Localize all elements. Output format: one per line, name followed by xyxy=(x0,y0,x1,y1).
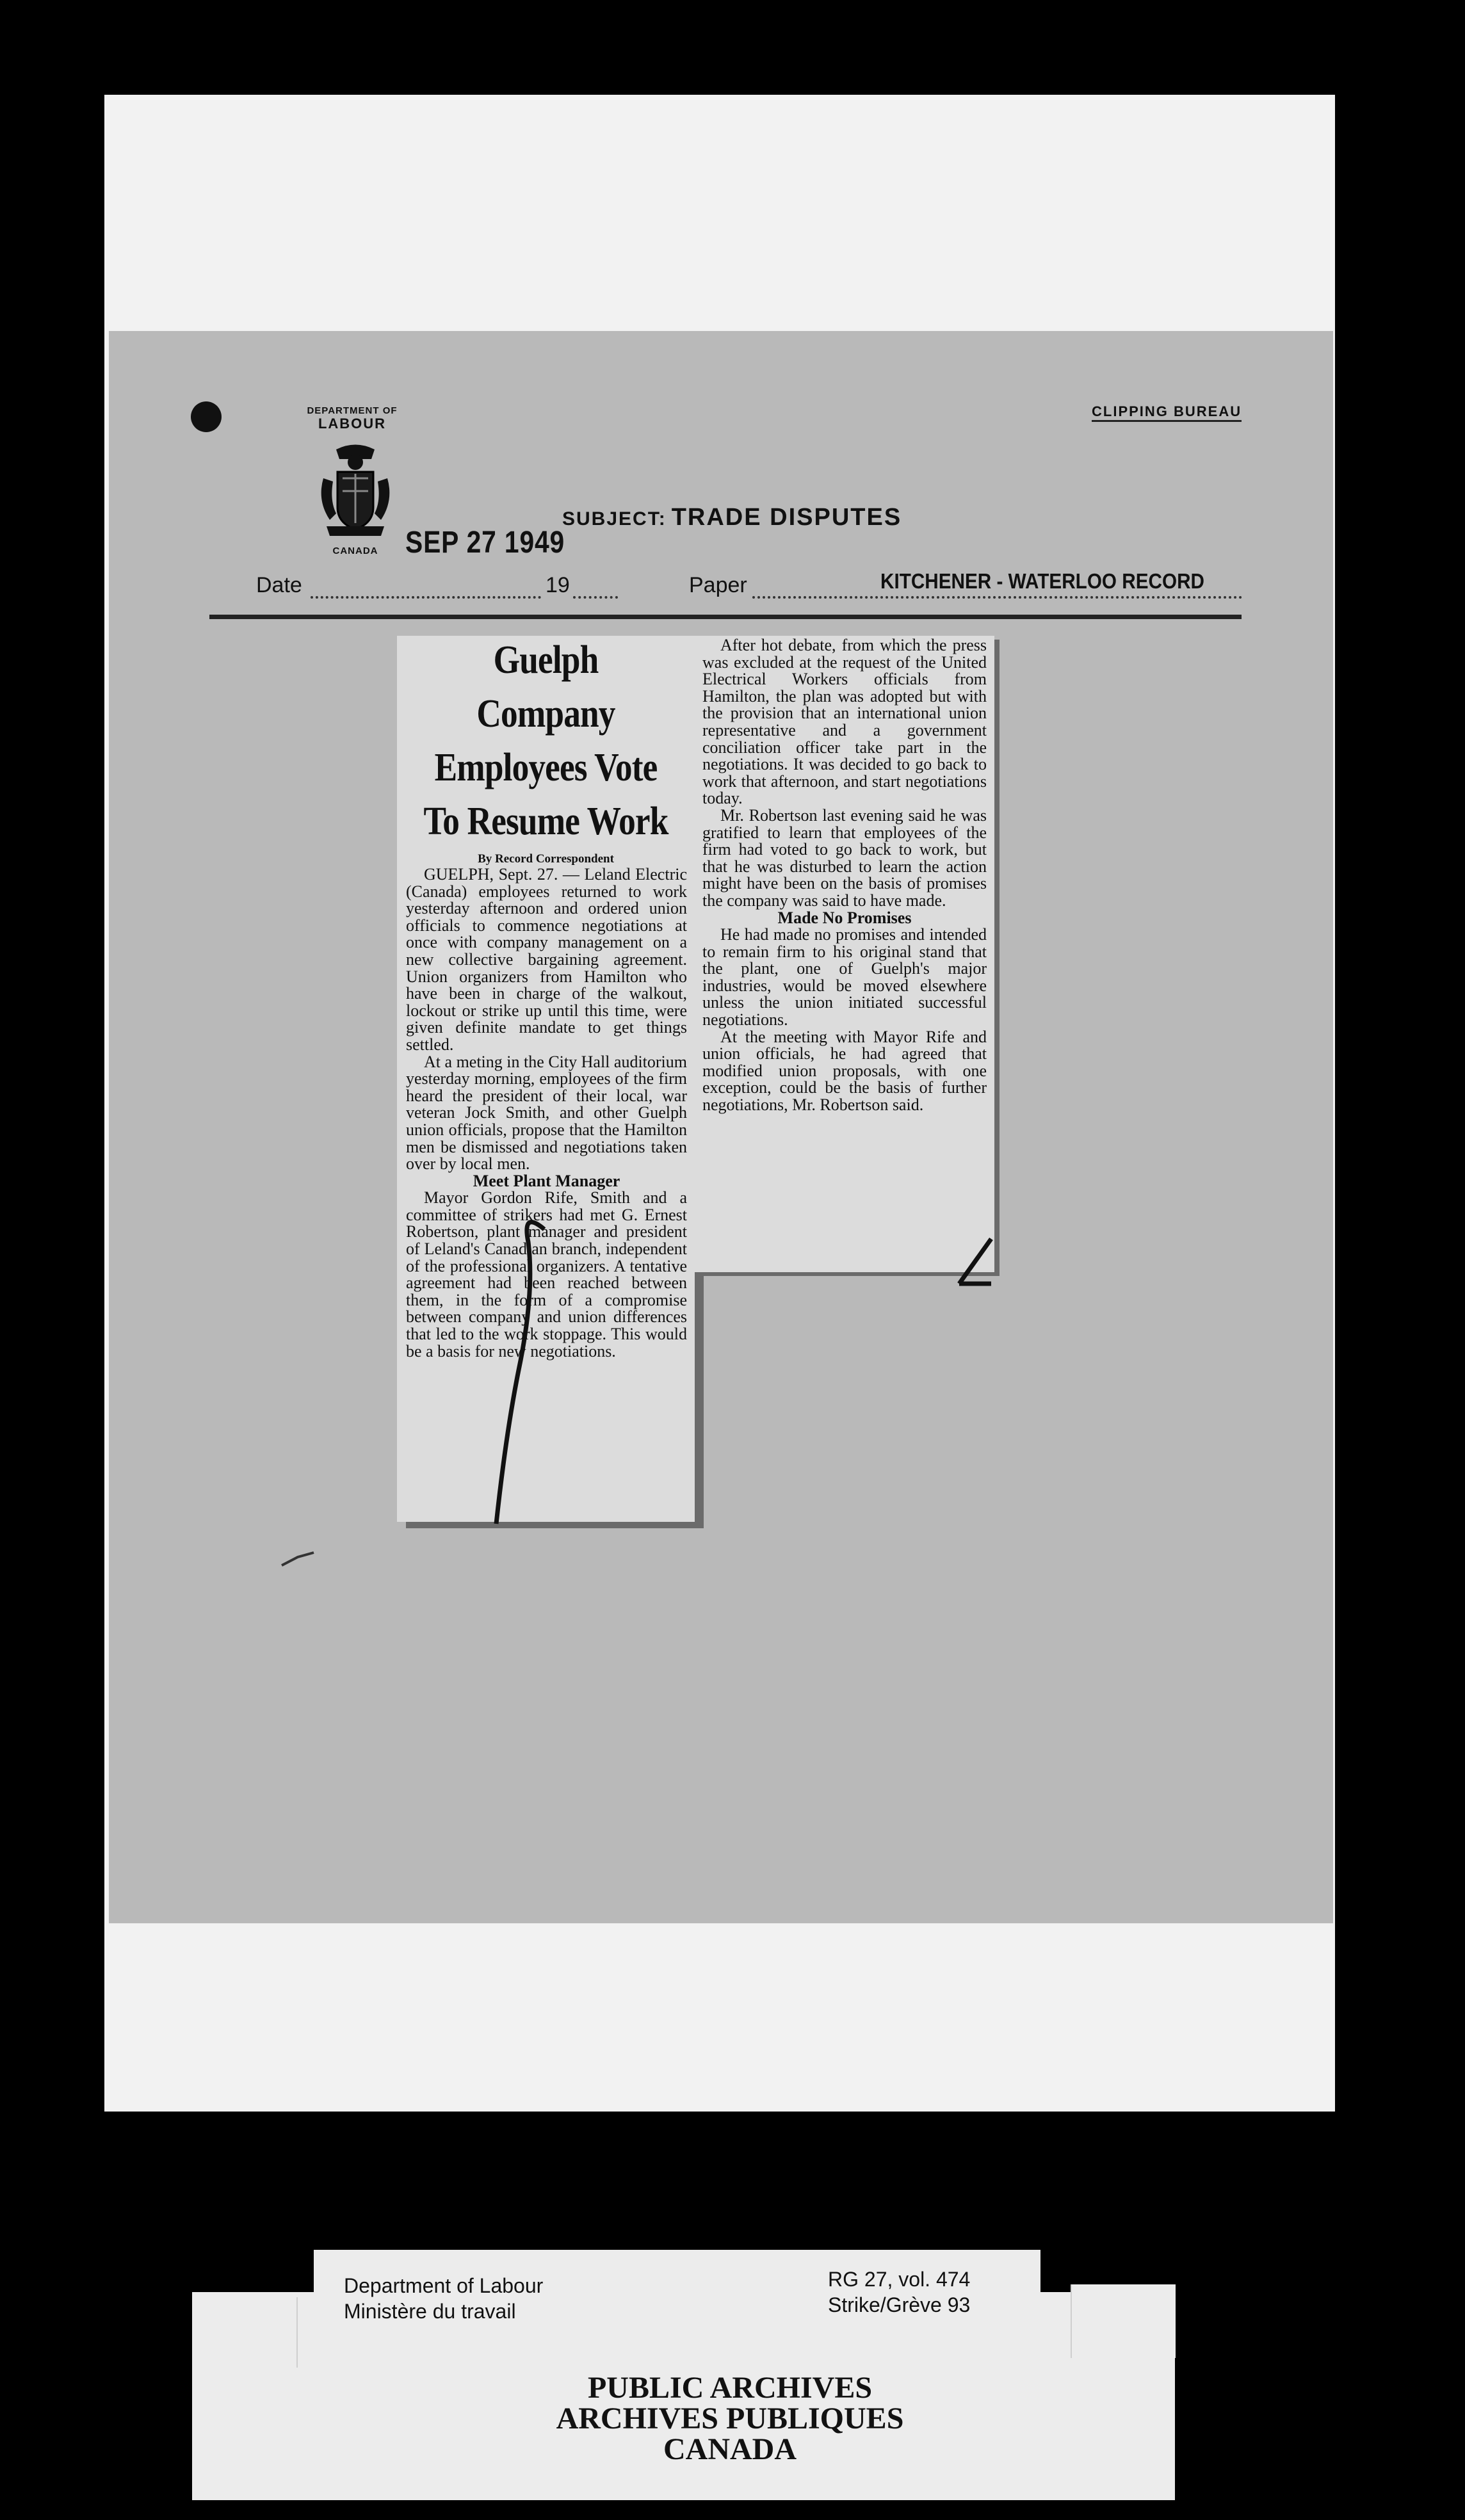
header-rule xyxy=(209,615,1242,619)
column-1-text: GUELPH, Sept. 27. — Leland Electric (Canada) employees returned to work yesterday afternoon and ordered union officials to commence negotiations at once with company management on a new collective bargaining agreement. Union organizers from Hamilton who have been in charge of the walkout, lockout or strike up until this time, were given definite mandate to get things settled. At a meting in the City Hall auditorium yesterday morning, employees of the firm heard the president of their local, war veteran Jock Smith, and other Guelph union officials, propose that the Hamilton men be dismissed and negotiations taken over by local men. Meet Plant Manager Mayor Gordon Rife, Smith and a committee of strikers had met G. Ernest Robertson, plant manager and president of Leland's Canadian branch, independent of the professional organizers. A tentative agreement had been reached between them, in the form of a compromise between company and union differences that led to the work stoppage. This would be a basis for new negotiations. xyxy=(406,865,687,1361)
subject-label: SUBJECT: xyxy=(562,508,667,529)
date-dots xyxy=(311,596,541,599)
archive-card-right-flap xyxy=(1071,2284,1176,2358)
subhead-meet-plant-manager: Meet Plant Manager xyxy=(473,1171,620,1190)
subject-line xyxy=(562,504,902,531)
canada-label: CANADA xyxy=(332,545,378,556)
byline: By Record Correspondent xyxy=(478,852,614,866)
clipping-bureau-label: CLIPPING BUREAU xyxy=(1092,403,1242,422)
archive-card-left-flap xyxy=(194,2297,298,2368)
archive-ref xyxy=(828,2266,970,2318)
column-2-text: After hot debate, from which the press was excluded at the request of the United Electrical Workers officials from Hamilton, the plan was adopted but with the provision that an international union representative and a government conciliation officer take part in the negotiations. It was decided to go back to work that afternoon, and start negotiations today. Mr. Robertson last evening said he was gratified to learn that employees of the firm had voted to go back to work, but that he was disturbed to learn the action might have been on the basis of promises the company was said to have made. Made No Promises He had made no promises and intended to remain firm to his original stand that the plant, one of Guelph's major industries, would be moved elsewhere unless the union initiated successful negotiations. At the meeting with Mayor Rife and union officials, he had agreed that modified union proposals, with one exception, could be the basis of further negotiations, Mr. Robertson said. xyxy=(702,636,987,1115)
coat-of-arms-icon xyxy=(317,443,394,539)
date-stamp: SEP 27 1949 xyxy=(405,526,565,560)
year-prefix: 19 xyxy=(546,573,570,597)
headline: Guelph Company Employees Vote To Resume Work xyxy=(423,638,668,843)
archive-ref-vol: RG 27, vol. 474 xyxy=(828,2268,971,2291)
check-mark-icon xyxy=(953,1236,998,1287)
paper-value: KITCHENER - WATERLOO RECORD xyxy=(880,569,1204,593)
paper-label: Paper xyxy=(689,573,747,597)
ink-speck-icon xyxy=(279,1549,317,1569)
paper-dots xyxy=(752,596,1242,599)
date-paper-line xyxy=(256,569,1242,605)
year-dots xyxy=(573,596,618,599)
punch-hole xyxy=(191,401,222,432)
archive-dept-en: Department of Labour xyxy=(344,2274,544,2297)
archive-ref-strike: Strike/Grève 93 xyxy=(828,2293,971,2316)
department-label: DEPARTMENT OF LABOUR xyxy=(307,405,398,432)
archive-dept-fr: Ministère du travail xyxy=(344,2300,516,2323)
subhead-made-no-promises: Made No Promises xyxy=(777,908,912,927)
date-label: Date xyxy=(256,573,302,597)
subject-value: TRADE DISPUTES xyxy=(671,504,902,531)
pencil-mark-icon xyxy=(483,1204,560,1537)
clipping-column-2 xyxy=(693,636,994,1272)
archive-dept xyxy=(344,2273,543,2324)
public-archives-title: PUBLIC ARCHIVES ARCHIVES PUBLIQUES CANADA xyxy=(556,2371,904,2466)
